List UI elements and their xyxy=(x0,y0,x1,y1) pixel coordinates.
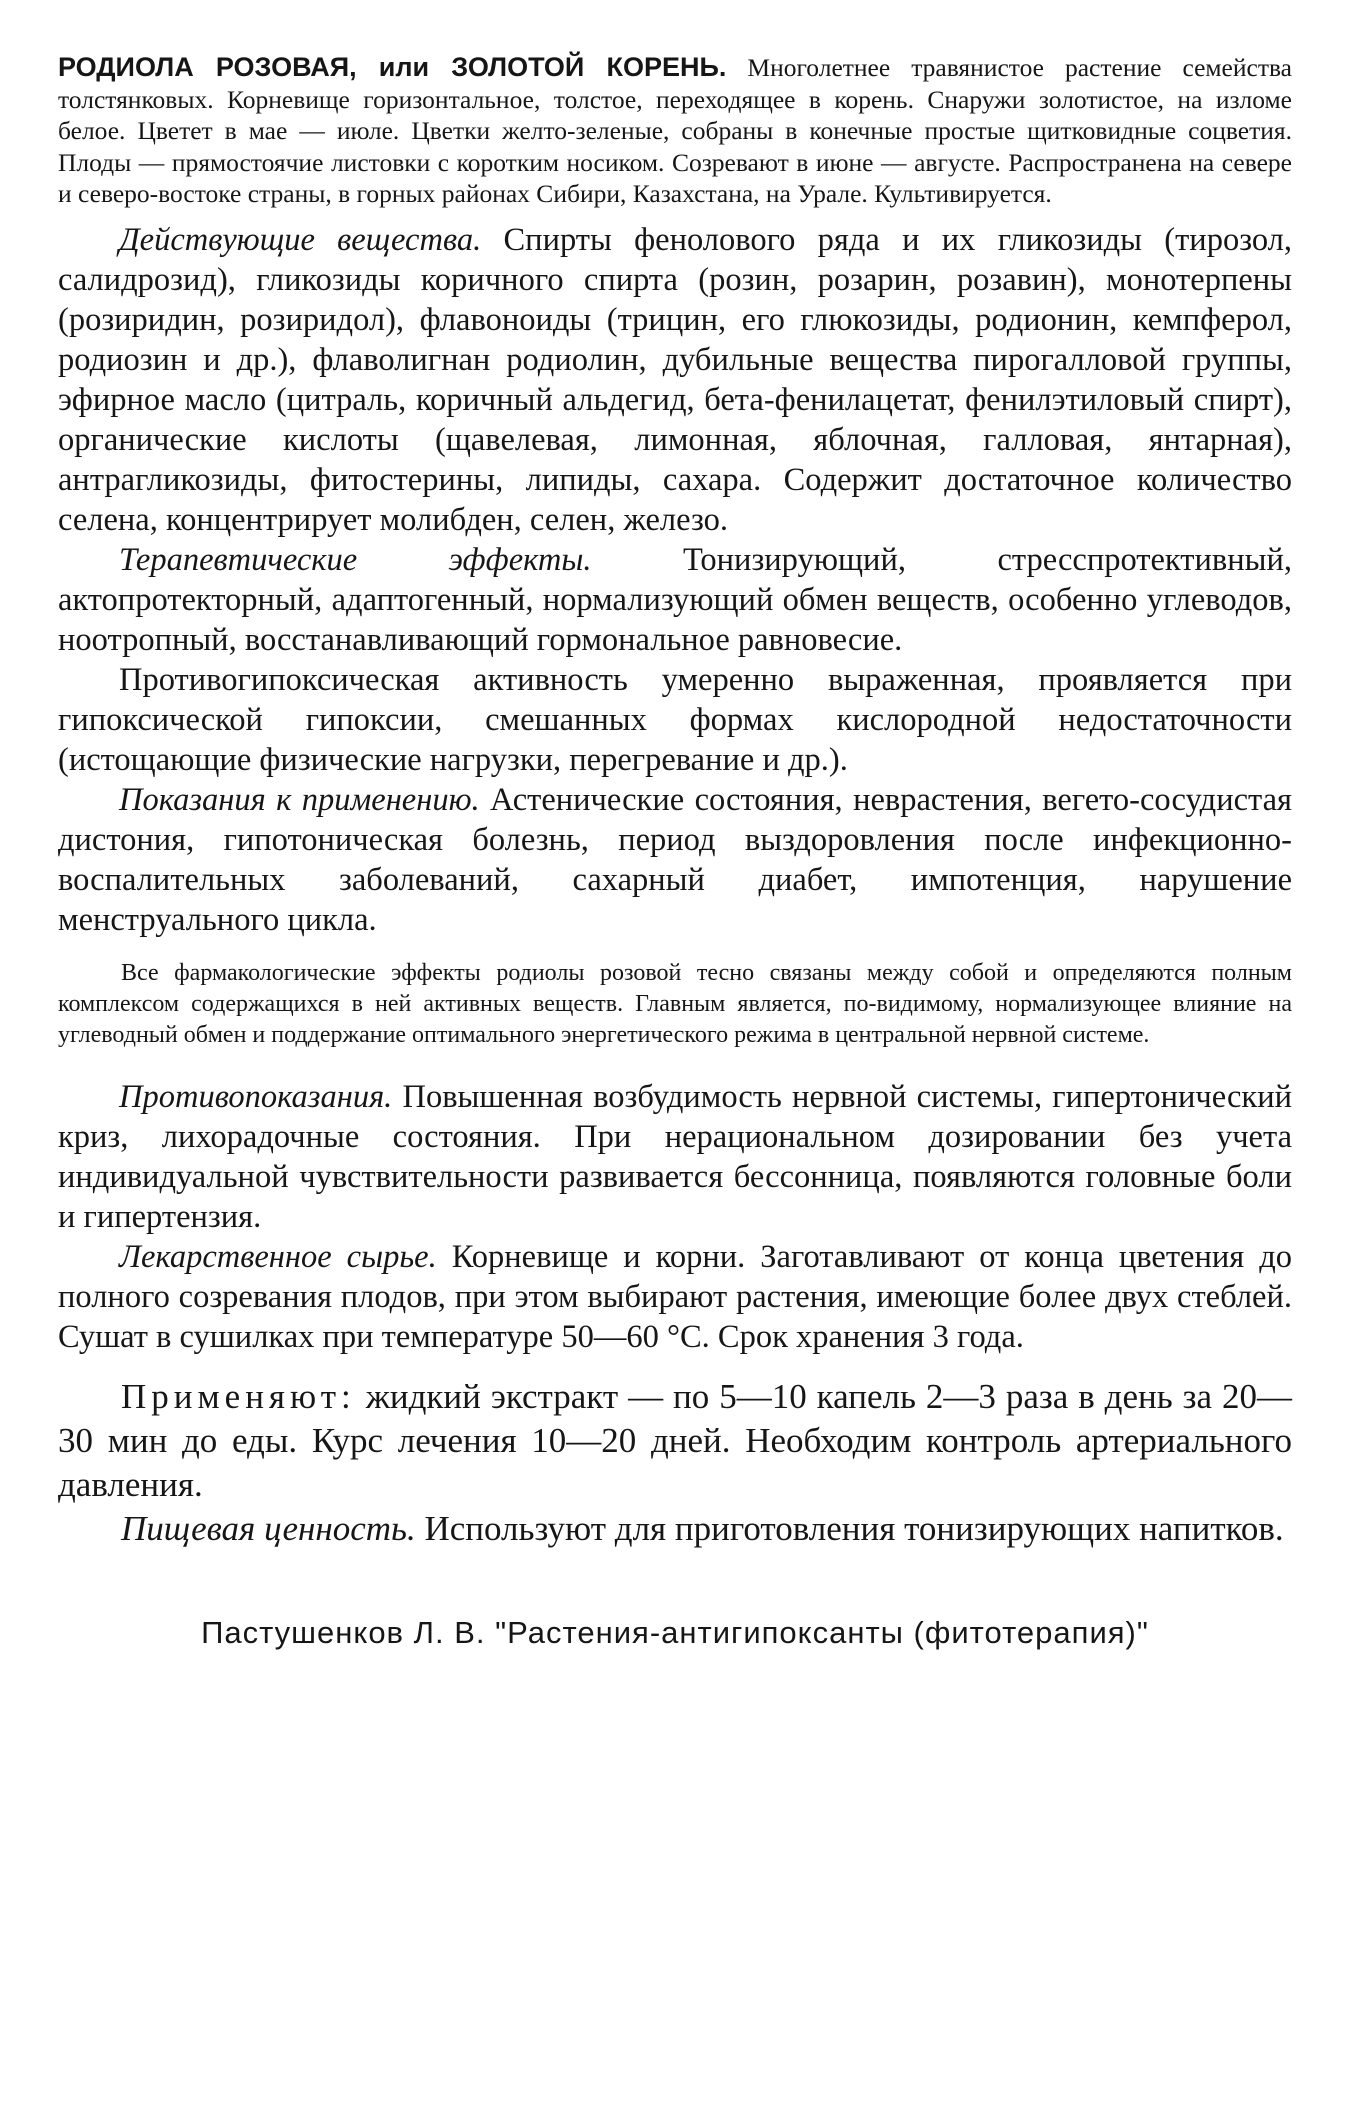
therapeutic-effects-label: Терапевтические эффекты. xyxy=(119,541,592,578)
intro-text: Многолетнее травянистое растение семейства толстянковых. Корневище горизонтальное, толстое, переходящее в корень. Снаружи золотистое, на изломе белое. Цветет в мае — июле. Цветки желто-зеленые, собраны в конечные простые щитковидные соцветия. Плоды — прямостоячие листовки с коротким носиком. Созревают в июне — августе. Распространена на севере и северо-востоке страны, в горных районах Сибири, Казахстана, на Урале. Культивируется. xyxy=(58,53,1292,208)
usage-paragraph xyxy=(58,1375,1292,1507)
intro-paragraph xyxy=(58,52,1292,210)
usage-text: жидкий экстракт — по 5—10 капель 2—3 раза в день за 20—30 мин до еды. Курс лечения 10—20 дней. Необходим контроль артериального давления. xyxy=(58,1376,1292,1504)
pharmacology-note-paragraph xyxy=(58,958,1292,1051)
contraindications-label: Противопоказания. xyxy=(119,1078,393,1115)
therapeutic-effects-paragraph xyxy=(58,540,1292,660)
source-citation: Пастушенков Л. В. "Растения-антигипоксанты (фитотерапия)" xyxy=(201,1614,1149,1650)
raw-material-label: Лекарственное сырье. xyxy=(119,1238,437,1275)
plant-name-heading: РОДИОЛА РОЗОВАЯ, или ЗОЛОТОЙ КОРЕНЬ. xyxy=(58,52,727,82)
therapeutic-effects-text: Тонизирующий, стресспротективный, актопротекторный, адаптогенный, нормализующий обмен веществ, особенно углеводов, ноотропный, восстанавливающий гормональное равновесие. xyxy=(58,541,1292,658)
food-value-label: Пищевая ценность. xyxy=(121,1508,416,1548)
usage-label: Применяют: xyxy=(121,1376,356,1416)
indications-paragraph xyxy=(58,780,1292,940)
antihypoxic-text: Противогипоксическая активность умеренно выраженная, проявляется при гипоксической гипоксии, смешанных формах кислородной недостаточности (истощающие физические нагрузки, перегревание и др.). xyxy=(58,661,1292,778)
indications-text: Астенические состояния, неврастения, вегето-сосудистая дистония, гипотоническая болезнь, период выздоровления после инфекционно-воспалительных заболеваний, сахарный диабет, импотенция, нарушение менструального цикла. xyxy=(58,781,1292,938)
active-substances-text: Спирты фенолового ряда и их гликозиды (тирозол, салидрозид), гликозиды коричного спирта (розин, розарин, розавин), монотерпены (розиридин, розиридол), флавоноиды (трицин, его глюкозиды, родионин, кемпферол, родиозин и др.), флаволигнан родиолин, дубильные вещества пирогалловой группы, эфирное масло (цитраль, коричный альдегид, бета-фенилацетат, фенилэтиловый спирт), органические кислоты (щавелевая, лимонная, яблочная, галловая, янтарная), антрагликозиды, фитостерины, липиды, сахара. Содержит достаточное количество селена, концентрирует молибден, селен, железо. xyxy=(58,221,1293,538)
raw-material-text: Корневище и корни. Заготавливают от конца цветения до полного созревания плодов, при этом выбирают растения, имеющие более двух стеблей. Сушат в сушилках при температуре 50—60 °С. Срок хранения 3 года. xyxy=(58,1238,1292,1355)
document-page xyxy=(58,52,1292,1653)
contraindications-text: Повышенная возбудимость нервной системы, гипертонический криз, лихорадочные состояния. При нерациональном дозировании без учета индивидуальной чувствительности развивается бессонница, появляются головные боли и гипертензия. xyxy=(58,1078,1292,1235)
active-substances-paragraph xyxy=(58,220,1292,540)
active-substances-label: Действующие вещества. xyxy=(119,221,482,258)
raw-material-paragraph xyxy=(58,1237,1292,1357)
indications-label: Показания к применению. xyxy=(119,781,480,818)
contraindications-paragraph xyxy=(58,1077,1292,1237)
pharmacology-note-text: Все фармакологические эффекты родиолы розовой тесно связаны между собой и определяются полным комплексом содержащихся в ней активных веществ. Главным является, по-видимому, нормализующее влияние на углеводный обмен и поддержание оптимального энергетического режима в центральной нервной системе. xyxy=(58,959,1292,1048)
antihypoxic-paragraph xyxy=(58,660,1292,780)
food-value-paragraph xyxy=(58,1507,1292,1551)
food-value-text: Используют для приготовления тонизирующих напитков. xyxy=(415,1508,1284,1548)
